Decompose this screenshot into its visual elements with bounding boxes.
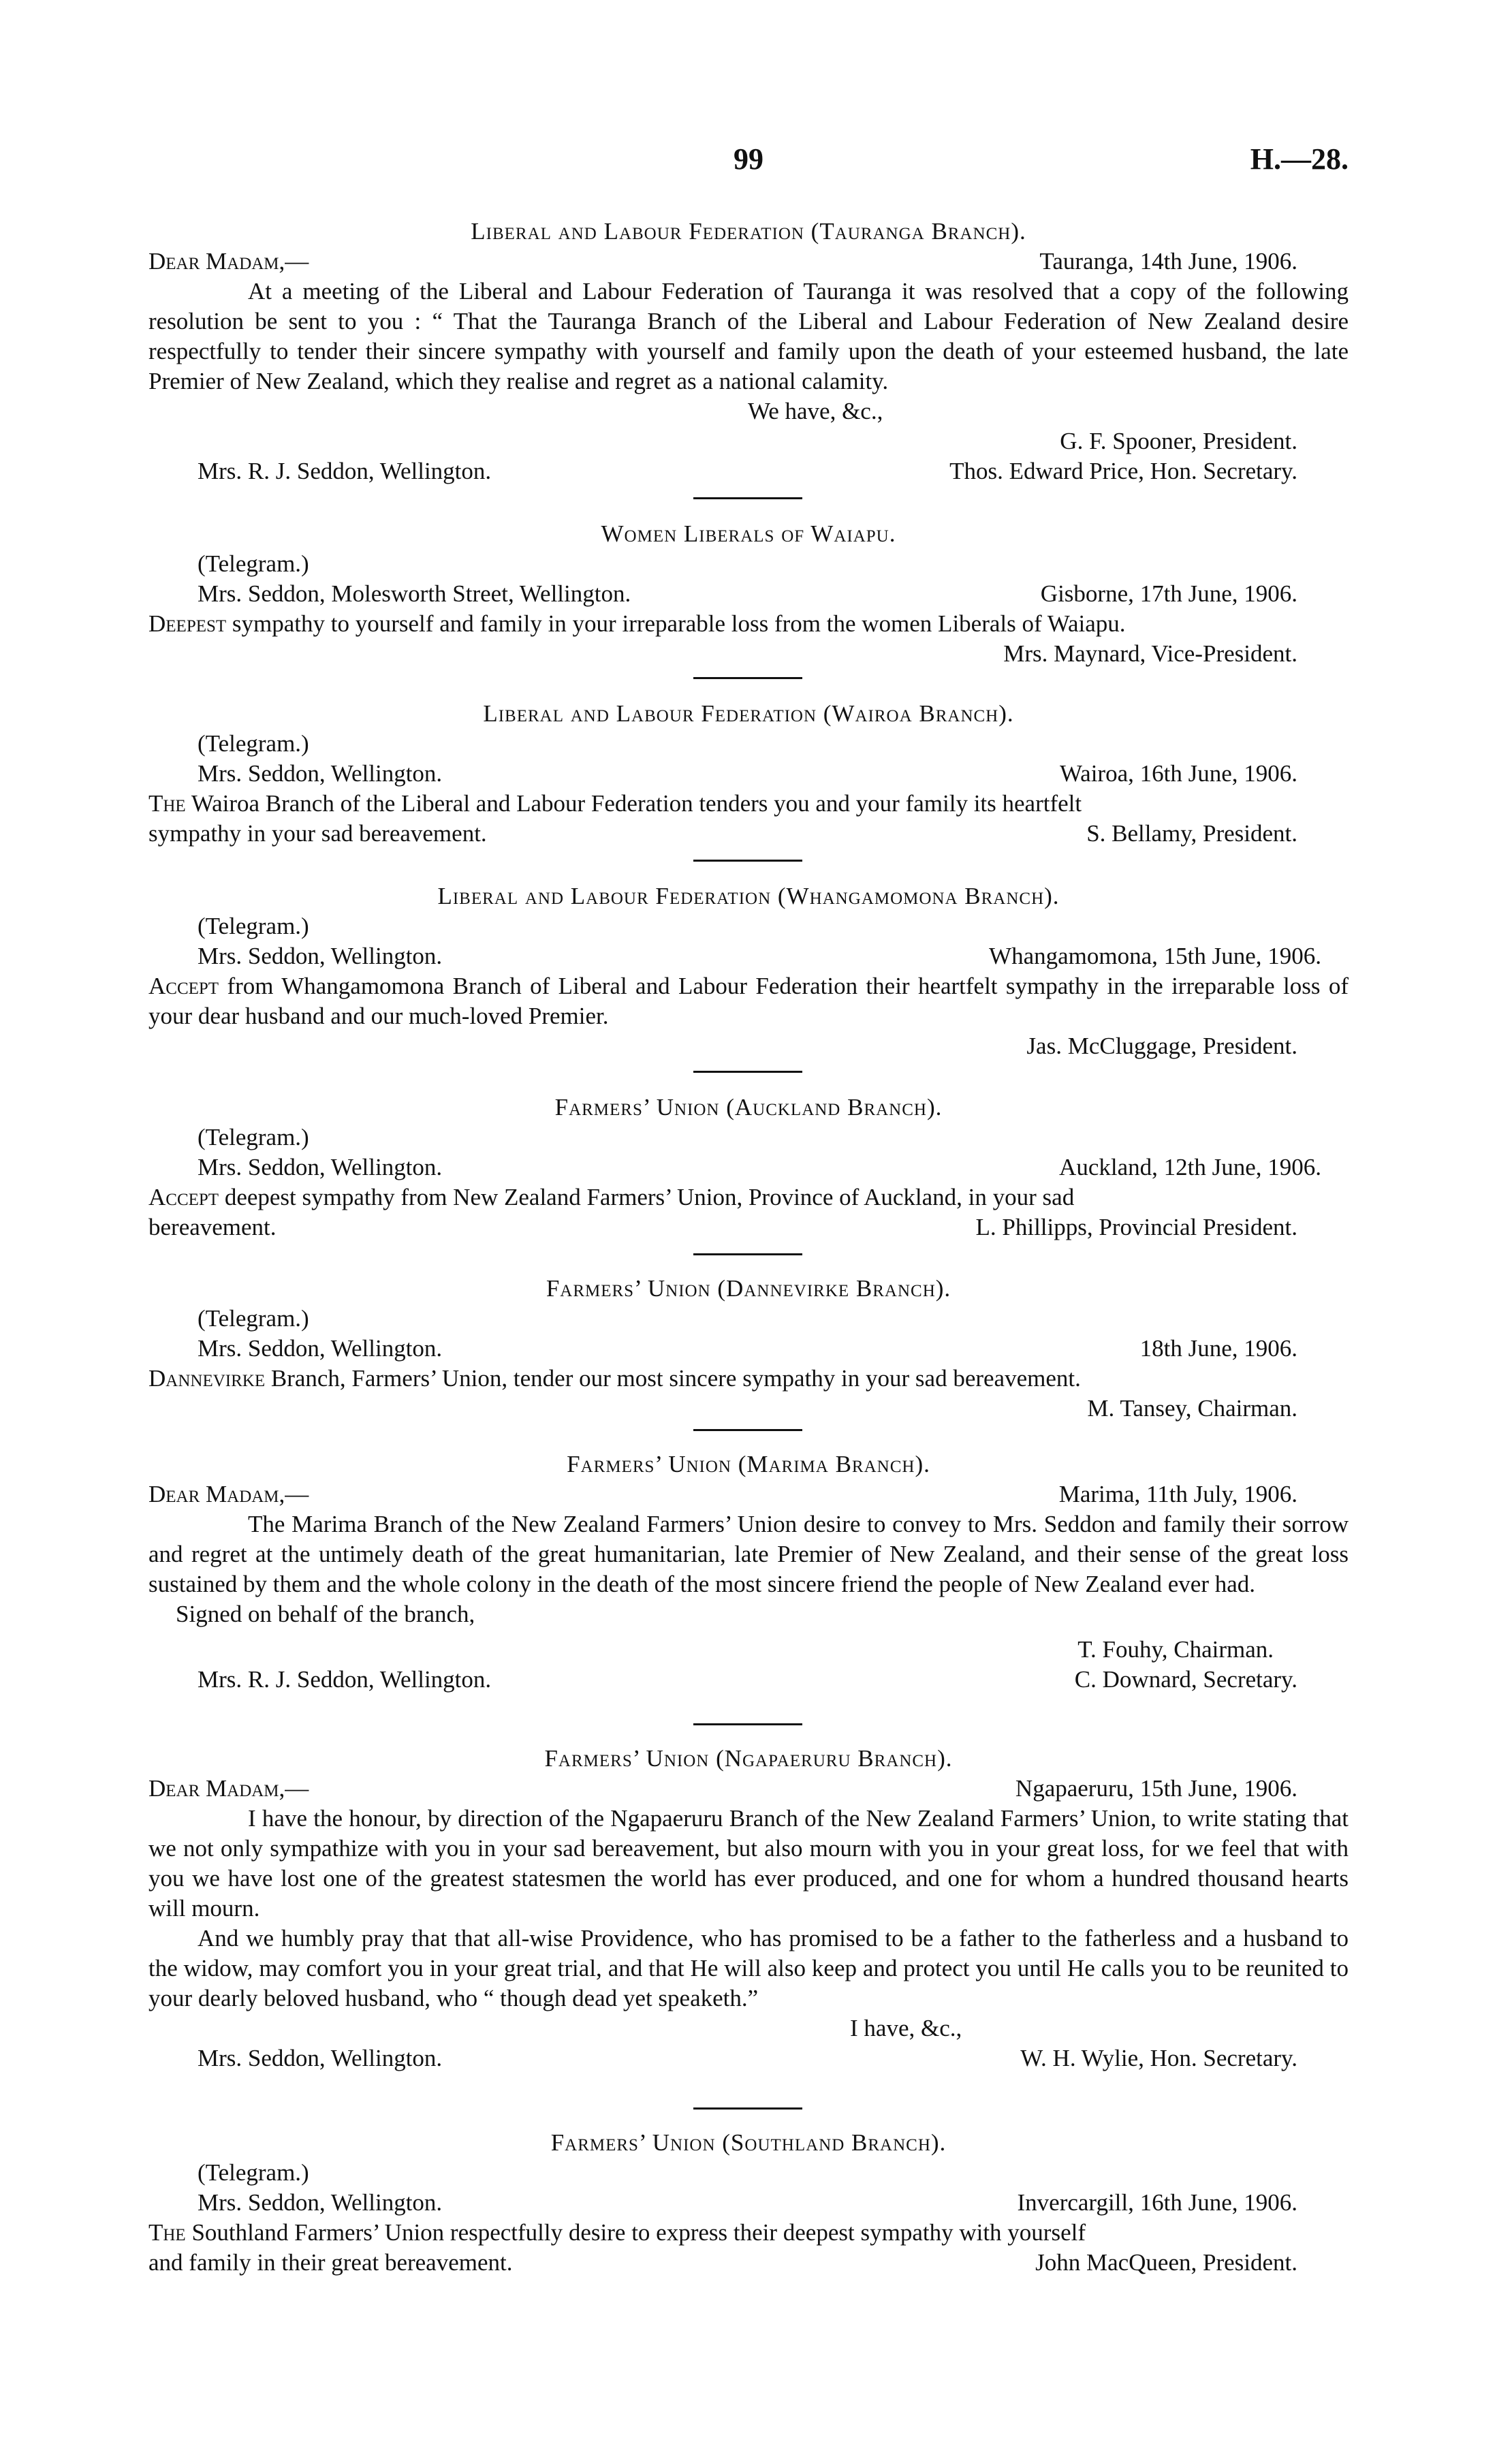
telegram-label: (Telegram.): [198, 730, 309, 757]
letter-tauranga: [148, 217, 1349, 486]
telegram-label: (Telegram.): [198, 2159, 309, 2186]
section-divider: [693, 677, 802, 679]
letter-body: At a meeting of the Liberal and Labour Federation of Tauranga it was resolved that a copy of the following resolution be sent to you : “ That the Tauranga Branch of the Liberal and Labour Federation of New Zealand desire respectfully to tender their sincere sympathy with yourself and family upon the death of your esteemed husband, the late Premier of New Zealand, which they realise and regret as a national calamity.: [148, 278, 1349, 394]
telegram-body-cont: and family in their great bereavement.: [148, 2249, 513, 2276]
section-divider: [693, 1723, 802, 1725]
page-header: [148, 144, 1349, 192]
telegram-label: (Telegram.): [198, 1124, 309, 1150]
letter-body-p1: I have the honour, by direction of the Ngapaeruru Branch of the New Zealand Farmers’ Union, to write stating that we not only sympathize with you in your sad bereavement, but also mourn with you in your great loss, for we feel that with you we have lost one of the greatest statesmen the world has ever produced, and one for whom a hundred thousand hearts will mourn.: [148, 1805, 1349, 1922]
telegram-body: Dannevirke Branch, Farmers’ Union, tender our most sincere sympathy in your sad bereavement.: [148, 1365, 1081, 1392]
telegram-date: Wairoa, 16th June, 1906.: [1059, 760, 1297, 787]
section-divider: [693, 1253, 802, 1255]
telegram-body-cont: sympathy in your sad bereavement.: [148, 820, 487, 847]
document-page: [148, 0, 1349, 2446]
signature-chairman: T. Fouhy, Chairman.: [1077, 1636, 1274, 1663]
addressee: Mrs. Seddon, Wellington.: [198, 2189, 443, 2216]
section-title: Farmers’ Union (Southland Branch).: [550, 2129, 947, 2156]
closing: I have, &c.,: [850, 2015, 962, 2041]
addressee: Mrs. Seddon, Wellington.: [198, 760, 443, 787]
salutation: Dear Madam,—: [148, 248, 309, 275]
telegram-body: Accept deepest sympathy from New Zealand Farmers’ Union, Province of Auckland, in your sad: [148, 1184, 1075, 1210]
addressee: Mrs. R. J. Seddon, Wellington.: [198, 1666, 492, 1693]
telegram-body: The Southland Farmers’ Union respectfully desire to express their deepest sympathy with yourself: [148, 2219, 1086, 2246]
telegram-date: Invercargill, 16th June, 1906.: [1017, 2189, 1297, 2216]
addressee: Mrs. Seddon, Wellington.: [198, 1335, 443, 1362]
addressee: Mrs. Seddon, Molesworth Street, Wellington.: [198, 580, 631, 607]
telegram-body: Accept from Whangamomona Branch of Liberal and Labour Federation their heartfelt sympathy in the irreparable loss of your dear husband and our much-loved Premier.: [148, 973, 1349, 1029]
signed-on-behalf: Signed on behalf of the branch,: [176, 1601, 475, 1627]
telegram-date: Whangamomona, 15th June, 1906.: [989, 943, 1321, 969]
telegram-body-cont: bereavement.: [148, 1214, 277, 1240]
section-title: Liberal and Labour Federation (Whangamomona Branch).: [437, 883, 1060, 909]
telegram-southland: [148, 2128, 1349, 2278]
letter-ngapaeruru: [148, 1744, 1349, 2073]
section-divider: [693, 2107, 802, 2110]
section-title: Farmers’ Union (Marima Branch).: [567, 1451, 930, 1477]
section-title: Farmers’ Union (Dannevirke Branch).: [546, 1275, 951, 1302]
section-title: Farmers’ Union (Ngapaeruru Branch).: [544, 1745, 953, 1772]
signature: Jas. McCluggage, President.: [1026, 1033, 1297, 1059]
telegram-label: (Telegram.): [198, 550, 309, 577]
salutation: Dear Madam,—: [148, 1481, 309, 1507]
section-divider: [693, 497, 802, 499]
signature: Mrs. Maynard, Vice-President.: [1003, 640, 1297, 667]
section-title: Liberal and Labour Federation (Wairoa Branch).: [483, 700, 1014, 727]
signature-secretary: Thos. Edward Price, Hon. Secretary.: [949, 458, 1297, 484]
letter-body-p2: And we humbly pray that that all-wise Providence, who has promised to be a father to the fatherless and a husband to the widow, may comfort you in your great trial, and that He will also keep and protect you until He calls you to be reunited to your dearly beloved husband, who “ though dead yet speaketh.”: [148, 1925, 1349, 2011]
telegram-wairoa: [148, 699, 1349, 849]
telegram-whangamomona: [148, 881, 1349, 1061]
telegram-date: Gisborne, 17th June, 1906.: [1040, 580, 1297, 607]
telegram-body: Deepest sympathy to yourself and family in your irreparable loss from the women Liberals of Waiapu.: [148, 610, 1126, 637]
signature: W. H. Wylie, Hon. Secretary.: [1020, 2045, 1297, 2071]
telegram-body: The Wairoa Branch of the Liberal and Labour Federation tenders you and your family its heartfelt: [148, 790, 1082, 817]
telegram-date: 18th June, 1906.: [1139, 1335, 1297, 1362]
section-divider: [693, 1071, 802, 1073]
closing: We have, &c.,: [748, 398, 883, 424]
section-title: Women Liberals of Waiapu.: [601, 520, 896, 547]
addressee: Mrs. Seddon, Wellington.: [198, 2045, 443, 2071]
letter-date: Tauranga, 14th June, 1906.: [1039, 248, 1297, 275]
letter-date: Ngapaeruru, 15th June, 1906.: [1015, 1775, 1297, 1802]
document-reference: H.—28.: [1250, 142, 1349, 176]
telegram-auckland: [148, 1093, 1349, 1242]
section-divider: [693, 1429, 802, 1431]
signature-president: G. F. Spooner, President.: [1060, 428, 1297, 454]
signature: S. Bellamy, President.: [1086, 820, 1297, 847]
signature: L. Phillipps, Provincial President.: [975, 1214, 1297, 1240]
salutation: Dear Madam,—: [148, 1775, 309, 1802]
addressee: Mrs. Seddon, Wellington.: [198, 1154, 443, 1180]
telegram-label: (Telegram.): [198, 913, 309, 939]
addressee: Mrs. R. J. Seddon, Wellington.: [198, 458, 492, 484]
page-number: 99: [734, 142, 763, 176]
section-divider: [693, 860, 802, 862]
telegram-date: Auckland, 12th June, 1906.: [1059, 1154, 1321, 1180]
addressee: Mrs. Seddon, Wellington.: [198, 943, 443, 969]
signature: John MacQueen, President.: [1035, 2249, 1297, 2276]
telegram-waiapu: [148, 519, 1349, 669]
telegram-dannevirke: [148, 1274, 1349, 1424]
section-title: Farmers’ Union (Auckland Branch).: [554, 1094, 943, 1120]
letter-body: The Marima Branch of the New Zealand Farmers’ Union desire to convey to Mrs. Seddon and family their sorrow and regret at the untimely death of the great humanitarian, late Premier of New Zealand, and their sense of the great loss sustained by them and the whole colony in the death of the most sincere friend the people of New Zealand ever had.: [148, 1511, 1349, 1597]
telegram-label: (Telegram.): [198, 1305, 309, 1332]
signature: M. Tansey, Chairman.: [1087, 1395, 1297, 1422]
letter-marima: [148, 1449, 1349, 1695]
section-title: Liberal and Labour Federation (Tauranga Branch).: [471, 218, 1026, 245]
letter-date: Marima, 11th July, 1906.: [1058, 1481, 1297, 1507]
signature-secretary: C. Downard, Secretary.: [1074, 1666, 1297, 1693]
